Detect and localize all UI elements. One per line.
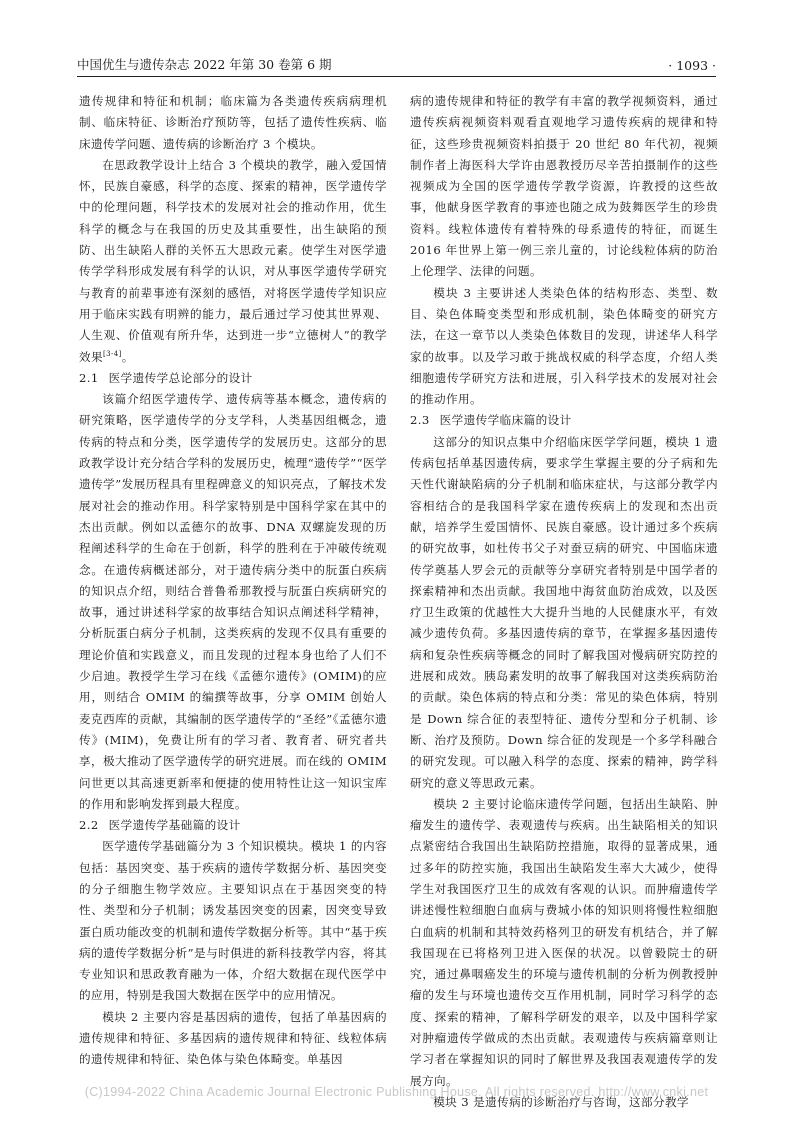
section-title: 医学遗传学总论部分的设计 xyxy=(108,370,253,385)
paragraph: 这部分的知识点集中介绍临床医学学问题，模块 1 遗传病包括单基因遗传病，要求学生掌握主要的分子病和先天性代谢缺陷病的分子机制和临床症状，与这部分教学内容相结合的是我国科学家在遗传疾病上的发现和杰出贡献，培养学生爱国情怀、民族自豪感。设计通过多个疾病的研究故事，如杜传书父子对蚕豆病的研究、中国临床遗传学奠基人罗会元的贡献等分享研究者特别是中国学者的探索精神和杰出贡献。我国地中海贫血防治成效，以及医疗卫生政策的优越性大大提升当地的人民健康水平，有效减少遗传负荷。多基因遗传病的章节，在掌握多基因遗传病和复杂性疾病等概念的同时了解我国对慢病研究防控的进展和成效。胰岛素发明的故事了解我国对这类疾病防治的贡献。染色体病的特点和分类：常见的染色体病，特别是 Down 综合征的表型特征、遗传分型和分子机制、诊断、治疗及预防。Down 综合征的发现是一个多学科融合的研究发现。可以融入科学的态度、探索的精神，跨学科研究的意义等思政元素。 xyxy=(410,434,718,790)
paragraph xyxy=(79,155,387,368)
section-title: 医学遗传学基础篇的设计 xyxy=(108,818,241,833)
paragraph: 模块 2 主要内容是基因病的遗传，包括了单基因病的遗传规律和特征、多基因病的遗传规律和特征、线粒体病的遗传规律和特征、染色体与染色体畸变。单基因 xyxy=(79,1009,387,1067)
section-number: 2.1 xyxy=(79,370,99,385)
paragraph: 模块 3 主要讲述人类染色体的结构形态、类型、数目、染色体畸变类型和形成机制，染色体畸变的研究方法，在这一章节以人类染色体数目的发现，讲述华人科学家的故事。以及学习敢于挑战权威的科学态度，介绍人类细胞遗传学研究方法和进展，引入科学技术的发展对社会的推动作用。 xyxy=(410,285,718,407)
section-number: 2.3 xyxy=(410,413,430,428)
paragraph-text: 在思政教学设计上结合 3 个模块的教学，融入爱国情怀，民族自豪感，科学的态度、探索的精神，医学遗传学中的伦理问题，科学技术的发展对社会的推动作用，优生科学的概念与在我国的历史及其重要性，出生缺陷的预防、出生缺陷人群的关怀五大思政元素。使学生对医学遗传学学科形成发展有科学的认识，对从事医学遗传学研究与教育的前辈事迹有深刻的感悟，对将医学遗传学知识应用于临床实践有明辨的能力，最后通过学习使其世界观、人生观、价值观有所升华，达到进一步“立德树人”的教学效果 xyxy=(79,157,387,364)
paragraph: 模块 3 是遗传病的诊断治疗与咨询，这部分教学 xyxy=(433,1094,690,1109)
section-heading-2-1 xyxy=(79,368,387,389)
section-title: 医学遗传学临床篇的设计 xyxy=(439,413,572,428)
paragraph: 遗传规律和特征和机制；临床篇为各类遗传疾病病理机制、临床特征、诊断治疗预防等，包括了遗传性疾病、临床遗传学问题、遗传病的诊断治疗 3 个模块。 xyxy=(79,94,387,151)
paragraph: 病的遗传规律和特征的教学有丰富的教学视频资料，通过遗传疾病视频资料观看直观地学习遗传疾病的规律和特征，这些珍贵视频资料拍摄于 20 世纪 80 年代初，视频制作者上海医科大学许由恩教授历尽辛苦拍摄制作的这些视频成为全国的医学遗传学教学资源，许教授的这些故事，他献身医学教育的事迹也随之成为鼓舞医学生的珍贵资料。线粒体遗传有着特殊的母系遗传的特征，而诞生 2016 年世界上第一例三亲儿童的，讨论线粒体病的防治上伦理学、法律的问题。 xyxy=(410,94,718,279)
paragraph-end: 。 xyxy=(121,349,134,364)
left-column xyxy=(79,91,387,1071)
paragraph: 模块 2 主要讨论临床遗传学问题，包括出生缺陷、肿瘤发生的遗传学、表观遗传与疾病。出生缺陷相关的知识点紧密结合我国出生缺陷防控措施，取得的显著成果，通过多年的防控实施，我国出生缺陷发生率大大减少，使得学生对我国医疗卫生的成效有客观的认识。而肿瘤遗传学讲述慢性粒细胞白血病与费城小体的知识则将慢性粒细胞白血病的机制和其特效药格列卫的研发有机结合，并了解我国现在已将格列卫进入医保的状况。以曾毅院士的研究，通过鼻咽癌发生的环境与遗传机制的分析为例教授肿瘤的发生与环境也遗传交互作用机制，同时学习科学的态度、探索的精神，了解科学研发的艰辛，以及中国科学家对肿瘤遗传学做成的杰出贡献。表观遗传与疾病篇章则让学习者在掌握知识的同时了解世界及我国表观遗传学的发展方向。 xyxy=(410,796,718,1088)
running-header xyxy=(77,51,716,77)
section-heading-2-3 xyxy=(410,410,718,431)
paragraph: 医学遗传学基础篇分为 3 个知识模块。模块 1 的内容包括：基因突变、基于疾病的遗传学数据分析、基因突变的分子细胞生物学效应。主要知识点在于基因突变的特性、类型和分子机制；诱发基因突变的因素，因突变导致蛋白质功能改变的机制和遗传学数据分析等。其中“基于疾病的遗传学数据分析”是与时俱进的新科技教学内容，将其专业知识和思政教育融为一体，介绍大数据在现代医学中的应用，特别是我国大数据在医学中的应用情况。 xyxy=(79,839,387,1003)
copyright-footer: (C)1994-2022 China Academic Journal Electronic Publishing House. All rights reserved. http://www.cnki.net xyxy=(84,1085,709,1099)
page-number: · 1093 · xyxy=(668,58,716,73)
citation: [3-4] xyxy=(103,349,122,358)
paragraph: 该篇介绍医学遗传学、遗传病等基本概念，遗传病的研究策略，医学遗传学的分支学科，人类基因组概念，遗传病的特点和分类，医学遗传学的发展历史。这部分的思政教学设计充分结合学科的发展历史，梳理“遗传学”“医学遗传学”发展历程具有里程碑意义的知识亮点，了解技术发展对社会的推动作用。科学家特别是中国科学家在其中的杰出贡献。例如以孟德尔的故事、DNA 双螺旋发现的历程阐述科学的生命在于创新，科学的胜利在于冲破传统观念。在遗传病概述部分，对于遗传病分类中的朊蛋白疾病的知识点介绍，则结合普鲁希那教授与朊蛋白疾病研究的故事，通过讲述科学家的故事结合知识点阐述科学精神，分析朊蛋白病分子机制，这类疾病的发现不仅具有重要的理论价值和实践意义，而且发现的过程本身也给了人们不少启迪。教授学生学习在线《孟德尔遗传》(OMIM)的应用，则结合 OMIM 的编撰等故事，分享 OMIM 创始人麦克西库的贡献，其编制的医学遗传学的“圣经”《孟德尔遗传》(MIM)，免费让所有的学习者、教育者、研究者共享，极大推动了医学遗传学的研究进展。而在线的 OMIM 问世更以其高速更新率和便捷的使用特性让这一知识宝库的作用和影响发挥到最大程度。 xyxy=(79,392,387,811)
journal-title: 中国优生与遗传杂志 2022 年第 30 卷第 6 期 xyxy=(77,57,332,72)
section-heading-2-2 xyxy=(79,815,387,836)
section-number: 2.2 xyxy=(79,818,99,833)
right-column xyxy=(410,91,718,1113)
